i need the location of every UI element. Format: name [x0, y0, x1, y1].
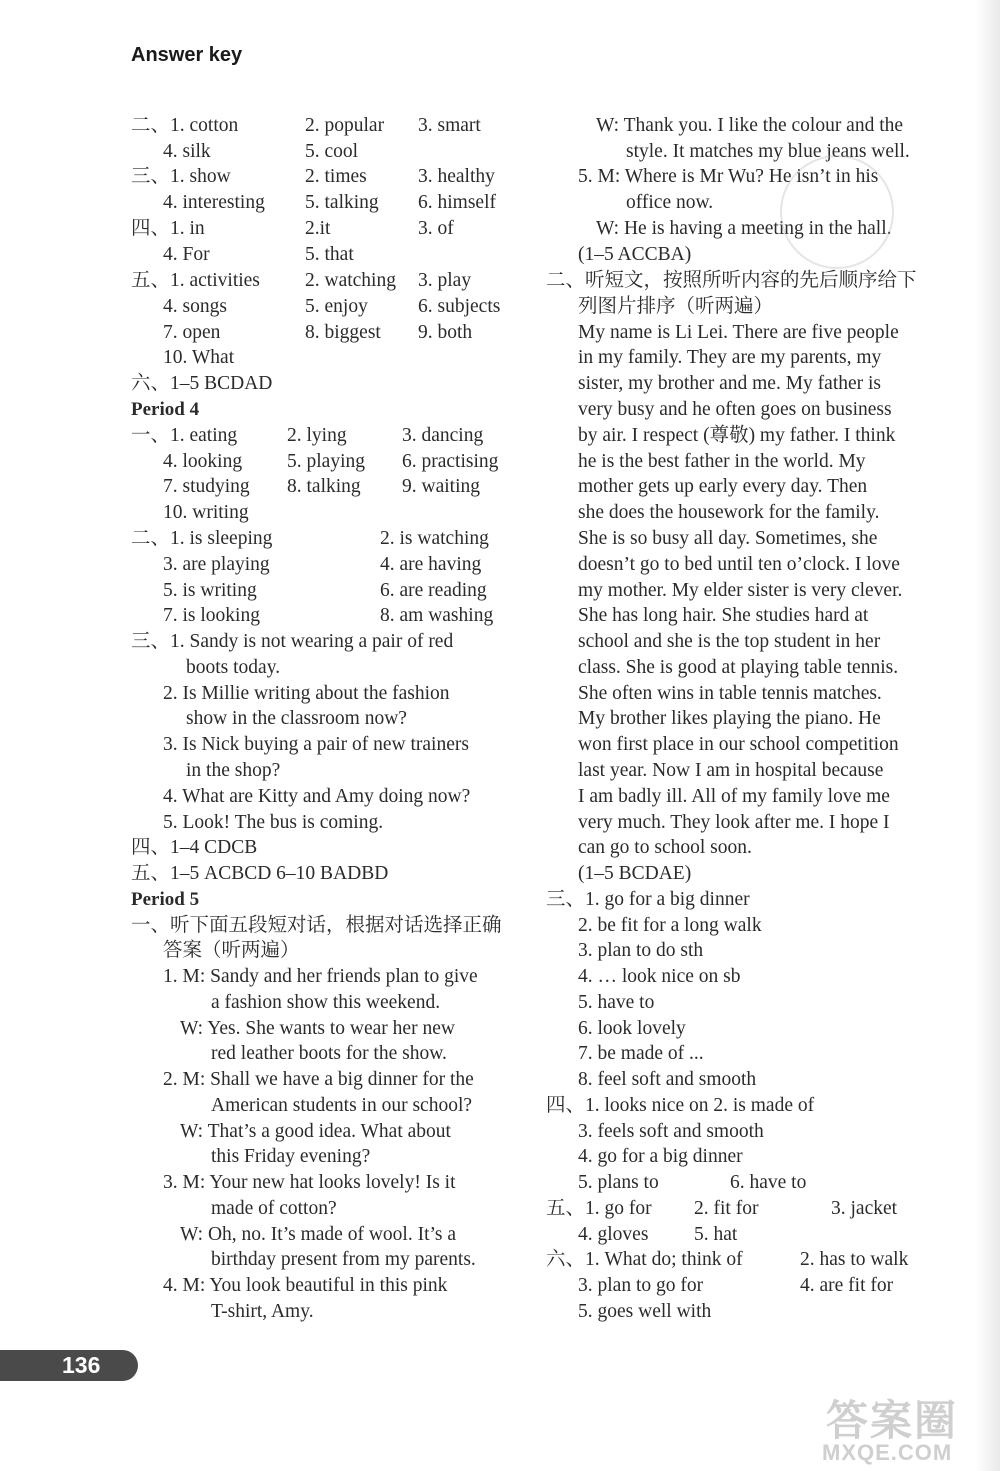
answer-line: 5. hat	[694, 1224, 738, 1245]
answer-line: 2. watching	[305, 270, 396, 291]
answer-line: very busy and he often goes on business	[578, 399, 892, 420]
answer-line: 2. be fit for a long walk	[578, 915, 762, 936]
answer-line: school and she is the top student in her	[578, 631, 881, 652]
answer-line: 2. has to walk	[800, 1249, 909, 1270]
answer-line: 5. plans to	[578, 1172, 659, 1193]
answer-line: 五、1. go for	[546, 1198, 652, 1219]
answer-line: 3. of	[418, 218, 454, 239]
answer-line: 2. Is Millie writing about the fashion	[163, 683, 450, 704]
answer-line: office now.	[626, 192, 714, 213]
answer-line: She has long hair. She studies hard at	[578, 605, 869, 626]
answer-line: 8. am washing	[380, 605, 494, 626]
answer-line: 三、1. show	[131, 166, 231, 187]
answer-line: I am badly ill. All of my family love me	[578, 786, 890, 807]
answer-line: 2. times	[305, 166, 367, 187]
answer-line: sister, my brother and me. My father is	[578, 373, 882, 394]
answer-line: She is so busy all day. Sometimes, she	[578, 528, 878, 549]
answer-line: 3. play	[418, 270, 472, 291]
answer-line: 六、1–5 BCDAD	[131, 373, 273, 394]
section-heading: Period 5	[131, 889, 200, 910]
answer-line: last year. Now I am in hospital because	[578, 760, 884, 781]
answer-line: 7. open	[163, 322, 221, 343]
answer-line: 6. look lovely	[578, 1018, 686, 1039]
answer-line: 4. For	[163, 244, 210, 265]
answer-line: 3. plan to go for	[578, 1275, 704, 1296]
answer-line: 4. go for a big dinner	[578, 1146, 743, 1167]
answer-line: 3. smart	[418, 115, 481, 136]
answer-line: 7. be made of ...	[578, 1043, 704, 1064]
answer-line: this Friday evening?	[211, 1146, 371, 1167]
answer-line: she does the housework for the family.	[578, 502, 880, 523]
section-heading: Period 4	[131, 399, 200, 420]
answer-line: 5. talking	[305, 192, 379, 213]
answer-line: 3. are playing	[163, 554, 270, 575]
answer-line: in my family. They are my parents, my	[578, 347, 882, 368]
page-number-tab	[0, 1350, 138, 1381]
answer-line: W: Thank you. I like the colour and the	[596, 115, 904, 136]
answer-line: in the shop?	[186, 760, 281, 781]
answer-line: W: That’s a good idea. What about	[180, 1121, 451, 1142]
answer-line: 5. cool	[305, 141, 359, 162]
answer-line: very much. They look after me. I hope I	[578, 812, 890, 833]
answer-line: 4. are having	[380, 554, 482, 575]
answer-line: 一、1. eating	[131, 425, 238, 446]
answer-line: 2. popular	[305, 115, 385, 136]
answer-line: 二、1. cotton	[131, 115, 239, 136]
answer-line: 答案（听两遍）	[163, 940, 300, 961]
answer-line: 5. enjoy	[305, 296, 368, 317]
answer-line: 3. Is Nick buying a pair of new trainers	[163, 734, 469, 755]
answer-line: 9. both	[418, 322, 473, 343]
answer-line: doesn’t go to bed until ten o’clock. I love	[578, 554, 900, 575]
answer-line: birthday present from my parents.	[211, 1249, 476, 1270]
answer-line: W: He is having a meeting in the hall.	[596, 218, 892, 239]
answer-line: 6. subjects	[418, 296, 501, 317]
watermark-bottom: MXQE.COM	[822, 1440, 953, 1465]
answer-line: 8. biggest	[305, 322, 381, 343]
answer-line: 2. is watching	[380, 528, 489, 549]
answer-line: 4. gloves	[578, 1224, 649, 1245]
answer-line: 3. feels soft and smooth	[578, 1121, 764, 1142]
answer-line: 6. are reading	[380, 580, 487, 601]
answer-line: W: Yes. She wants to wear her new	[180, 1018, 455, 1039]
answer-line: 1. M: Sandy and her friends plan to give	[163, 966, 478, 987]
answer-line: 4. interesting	[163, 192, 265, 213]
answer-line: 9. waiting	[402, 476, 480, 497]
answer-line: a fashion show this weekend.	[211, 992, 441, 1013]
answer-line: style. It matches my blue jeans well.	[626, 141, 910, 162]
answer-line: 3. M: Your new hat looks lovely! Is it	[163, 1172, 456, 1193]
answer-line: 2. M: Shall we have a big dinner for the	[163, 1069, 474, 1090]
answer-line: 2. lying	[287, 425, 347, 446]
answer-line: 三、1. go for a big dinner	[546, 889, 750, 910]
answer-line: (1–5 BCDAE)	[578, 863, 692, 884]
answer-line: boots today.	[186, 657, 281, 678]
answer-line: She often wins in table tennis matches.	[578, 683, 882, 704]
answer-line: W: Oh, no. It’s made of wool. It’s a	[180, 1224, 457, 1245]
answer-line: red leather boots for the show.	[211, 1043, 447, 1064]
answer-line: he is the best father in the world. My	[578, 451, 866, 472]
page-edge-shadow	[976, 0, 1000, 1471]
answer-line: 10. writing	[163, 502, 249, 523]
answer-line: 二、1. is sleeping	[131, 528, 273, 549]
answer-line: 5. Look! The bus is coming.	[163, 812, 384, 833]
page-number: 136	[62, 1352, 101, 1378]
answer-line: my mother. My elder sister is very clever.	[578, 580, 903, 601]
answer-line: 四、1–4 CDCB	[131, 837, 258, 858]
answer-line: 四、1. looks nice on 2. is made of	[546, 1095, 815, 1116]
answer-line: 4. … look nice on sb	[578, 966, 741, 987]
answer-line: 5. M: Where is Mr Wu? He isn’t in his	[578, 166, 879, 187]
answer-line: mother gets up early every day. Then	[578, 476, 868, 497]
answer-line: 5. goes well with	[578, 1301, 712, 1322]
answer-line: 6. have to	[730, 1172, 807, 1193]
answer-line: 5. playing	[287, 451, 365, 472]
answer-line: can go to school soon.	[578, 837, 752, 858]
answer-line: by air. I respect (尊敬) my father. I think	[578, 425, 896, 446]
page-header: Answer key	[131, 44, 243, 66]
answer-line: 六、1. What do; think of	[546, 1249, 743, 1270]
answer-line: 3. plan to do sth	[578, 940, 704, 961]
answer-line: T-shirt, Amy.	[211, 1301, 314, 1322]
answer-line: 5. is writing	[163, 580, 257, 601]
answer-line: 4. are fit for	[800, 1275, 894, 1296]
answer-line: 4. silk	[163, 141, 211, 162]
answer-line: 2. fit for	[694, 1198, 759, 1219]
answer-line: won first place in our school competition	[578, 734, 899, 755]
answer-line: show in the classroom now?	[186, 708, 407, 729]
answer-line: 8. feel soft and smooth	[578, 1069, 757, 1090]
answer-line: 4. songs	[163, 296, 227, 317]
answer-line: 4. What are Kitty and Amy doing now?	[163, 786, 471, 807]
answer-line: 5. have to	[578, 992, 655, 1013]
answer-line: 8. talking	[287, 476, 361, 497]
answer-line: 7. studying	[163, 476, 250, 497]
answer-line: 3. jacket	[831, 1198, 898, 1219]
answer-line: American students in our school?	[211, 1095, 473, 1116]
answer-line: 五、1. activities	[131, 270, 260, 291]
answer-line: 四、1. in	[131, 218, 205, 239]
answer-line: 五、1–5 ACBCD 6–10 BADBD	[131, 863, 389, 884]
answer-line: 2.it	[305, 218, 331, 239]
answer-line: My name is Li Lei. There are five people	[578, 322, 899, 343]
answer-line: 3. healthy	[418, 166, 495, 187]
answer-line: 一、听下面五段短对话，根据对话选择正确	[131, 915, 502, 936]
answer-line: 6. himself	[418, 192, 496, 213]
answer-line: class. She is good at playing table tennis.	[578, 657, 899, 678]
answer-line: (1–5 ACCBA)	[578, 244, 692, 265]
answer-line: My brother likes playing the piano. He	[578, 708, 881, 729]
answer-line: 列图片排序（听两遍）	[578, 296, 774, 317]
answer-line: 4. looking	[163, 451, 243, 472]
faint-stamp	[780, 155, 894, 269]
answer-line: 7. is looking	[163, 605, 260, 626]
answer-line: 4. M: You look beautiful in this pink	[163, 1275, 448, 1296]
answer-line: 3. dancing	[402, 425, 484, 446]
watermark-top: 答案圈	[826, 1397, 959, 1444]
answer-line: 10. What	[163, 347, 235, 368]
answer-line: 二、听短文，按照所听内容的先后顺序给下	[546, 270, 917, 291]
watermark-logo	[818, 1388, 998, 1466]
answer-line: 6. practising	[402, 451, 499, 472]
answer-line: 三、1. Sandy is not wearing a pair of red	[131, 631, 454, 652]
answer-line: 5. that	[305, 244, 354, 265]
answer-line: made of cotton?	[211, 1198, 337, 1219]
